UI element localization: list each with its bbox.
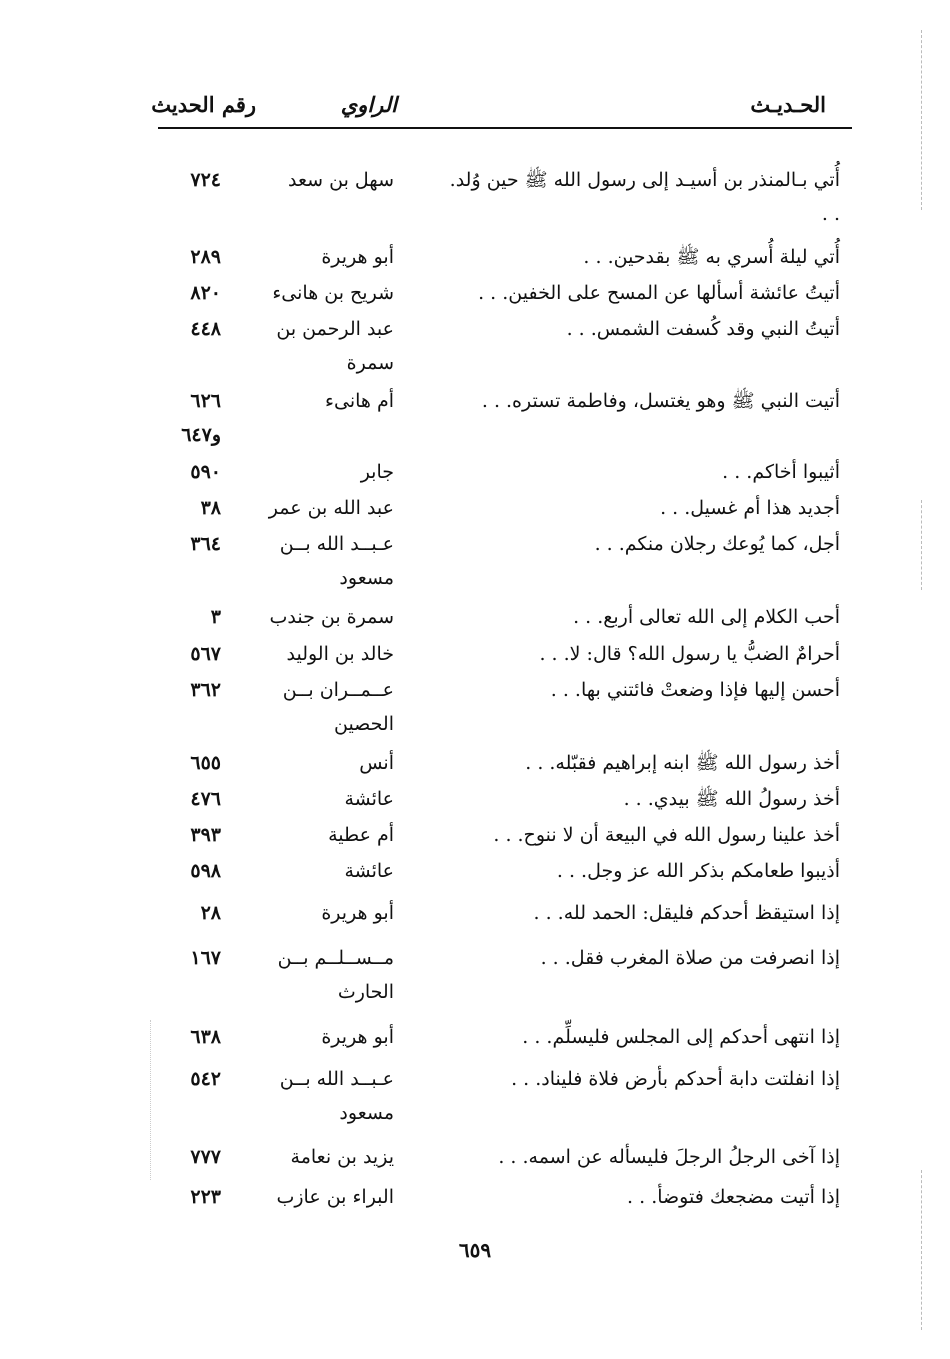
hadith-text: إذا أتيت مضجعك فتوضأ. . . <box>627 1186 840 1208</box>
narrator: عائشة <box>344 860 394 882</box>
narrator: أبو هريرة <box>321 902 394 924</box>
hadith-number: ٤٤٨ <box>190 318 221 340</box>
hadith-text: أحب الكلام إلى الله تعالى أربع. . . <box>573 606 840 628</box>
hadith-number: ٣٦٢ <box>190 679 221 701</box>
hadith-number: ٦٥٥ <box>190 752 221 774</box>
narrator: أنس <box>359 752 394 774</box>
hadith-text: أجل، كما يُوعك رجلان منكم. . . <box>594 533 840 555</box>
hadith-text: أتيتُ عائشة أسألها عن المسح على الخفين. . . <box>478 282 840 304</box>
hadith-number: ٦٣٨ <box>190 1026 221 1048</box>
hadith-text: إذا انصرفت من صلاة المغرب فقل. . . <box>540 947 840 969</box>
hadith-text: أخذ رسولُ الله ﷺ بيدي. . . <box>623 788 840 810</box>
page-edge-mark <box>921 1170 922 1330</box>
header-rule <box>158 127 852 129</box>
hadith-number: ٨٢٠ <box>190 282 221 304</box>
narrator: مــســلــم بــن الحارث <box>277 947 394 1003</box>
hadith-number: ٢٨٩ <box>190 246 221 268</box>
hadith-number: ٦٢٦ و٦٤٧ <box>181 390 221 446</box>
narrator: خالد بن الوليد <box>286 643 394 665</box>
narrator: سمرة بن جندب <box>269 606 394 628</box>
hadith-text: أُتي بـالمنذر بن أسيـد إلى رسول الله ﷺ حين وُلد. . . <box>449 169 840 225</box>
header-hadith-number: رقم الحديث <box>151 92 256 117</box>
hadith-text: إذا انفلتت دابة أحدكم بأرض فلاة فليناد. . . <box>511 1068 840 1090</box>
narrator: شريح بن هانىء <box>272 282 394 304</box>
hadith-text: إذا آخى الرجلُ الرجلَ فليسأله عن اسمه. . . <box>498 1146 840 1168</box>
hadith-number: ٣٨ <box>200 497 221 519</box>
hadith-text: أتيتُ النبي وقد كُسفت الشمس. . . <box>566 318 840 340</box>
hadith-number: ٧٧٧ <box>190 1146 221 1168</box>
hadith-number: ٢٨ <box>200 902 221 924</box>
narrator: البراء بن عازب <box>276 1186 394 1208</box>
narrator: يزيد بن نعامة <box>290 1146 394 1168</box>
narrator: عبد الله بن عمر <box>268 497 394 519</box>
hadith-number: ٥٦٧ <box>190 643 221 665</box>
hadith-text: أخذ رسول الله ﷺ ابنه إبراهيم فقبّله. . . <box>525 752 840 774</box>
hadith-number: ٤٧٦ <box>190 788 221 810</box>
hadith-number: ٧٢٤ <box>190 169 221 191</box>
narrator: أم عطية <box>328 824 394 846</box>
hadith-number: ٣٦٤ <box>190 533 221 555</box>
hadith-number: ٢٢٣ <box>190 1186 221 1208</box>
hadith-number: ٥٤٢ <box>190 1068 221 1090</box>
hadith-text: أُتي ليلة أُسري به ﷺ بقدحين. . . <box>583 246 840 268</box>
hadith-text: إذا انتهى أحدكم إلى المجلس فليسلِّم. . . <box>522 1026 840 1048</box>
header-narrator: الراوي <box>340 92 397 117</box>
header-hadith: الحـديـث <box>750 92 826 117</box>
narrator: سهل بن سعد <box>288 169 394 191</box>
narrator: عبد الرحمن بن سمرة <box>276 318 394 374</box>
narrator: عـبــد الله بــن مسعود <box>279 533 394 589</box>
page-edge-mark <box>921 500 922 590</box>
hadith-text: أذيبوا طعامكم بذكر الله عز وجل. . . <box>556 860 840 882</box>
hadith-text: أثيبوا أخاكم. . . <box>722 461 840 483</box>
hadith-text: أحسن إليها فإذا وضعتْ فائتني بها. . . <box>550 679 840 701</box>
page-edge-mark <box>150 1020 151 1180</box>
hadith-number: ٥٩٠ <box>190 461 221 483</box>
hadith-text: أتيت النبي ﷺ وهو يغتسل، وفاطمة تستره. . . <box>481 390 840 412</box>
narrator: عـبــد الله بــن مسعود <box>279 1068 394 1124</box>
hadith-number: ٣٩٣ <box>190 824 221 846</box>
hadith-text: أخذ علينا رسول الله في البيعة أن لا ننوح. . . <box>493 824 840 846</box>
hadith-text: أحرامٌ الضبُّ يا رسول الله؟ قال: لا. . . <box>539 643 840 665</box>
hadith-text: إذا استيقظ أحدكم فليقل: الحمد لله. . . <box>533 902 840 924</box>
page-edge-mark <box>921 30 922 210</box>
narrator: عــمــران بــن الحصين <box>282 679 394 735</box>
narrator: أبو هريرة <box>321 246 394 268</box>
narrator: عائشة <box>344 788 394 810</box>
column-header <box>151 92 852 126</box>
narrator: جابر <box>360 461 394 483</box>
page-number: ٦٥٩ <box>458 1238 492 1262</box>
hadith-number: ١٦٧ <box>190 947 221 969</box>
hadith-number: ٣ <box>210 606 221 628</box>
hadith-number: ٥٩٨ <box>190 860 221 882</box>
hadith-text: أجديد هذا أم غسيل. . . <box>660 497 840 519</box>
narrator: أبو هريرة <box>321 1026 394 1048</box>
narrator: أم هانىء <box>325 390 394 412</box>
